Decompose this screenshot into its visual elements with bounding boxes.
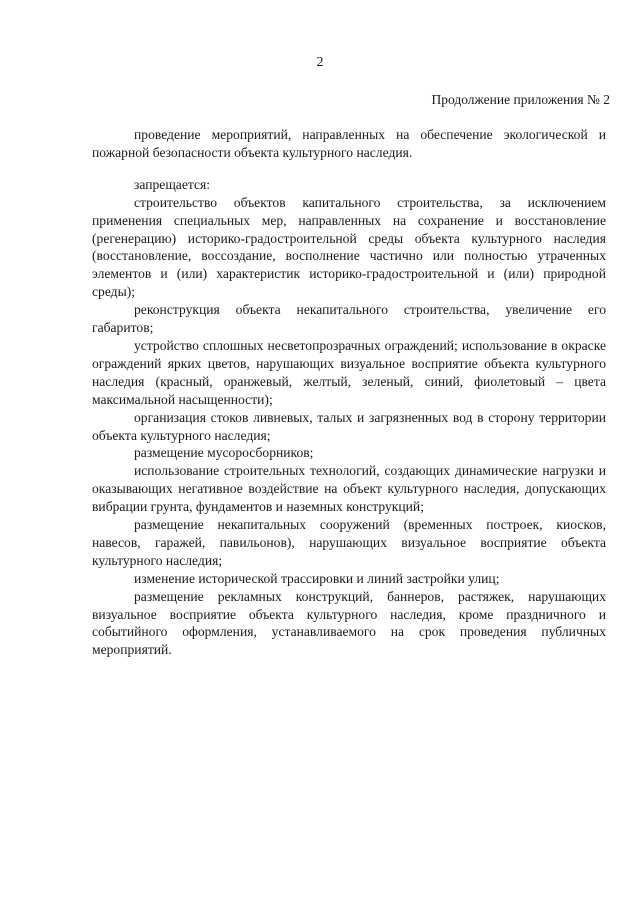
paragraph-environmental-safety: проведение мероприятий, направленных на обеспечение экологической и пожарной безопасности объекта культурного наследия. — [92, 127, 606, 160]
document-body — [92, 126, 606, 659]
paragraph-temporary-structures: размещение некапитальных сооружений (временных построек, киосков, навесов, гаражей, павильонов), нарушающих визуальное восприятие объекта культурного наследия; — [92, 517, 606, 568]
paragraph-street-lines: изменение исторической трассировки и линий застройки улиц; — [134, 570, 500, 586]
paragraph-prohibited-heading: запрещается: — [134, 176, 211, 192]
paragraph-drainage: организация стоков ливневых, талых и загрязненных вод в сторону территории объекта культурного наследия; — [92, 409, 606, 443]
paragraph-reconstruction: реконструкция объекта некапитального строительства, увеличение его габаритов; — [92, 302, 606, 336]
paragraph-advertising: размещение рекламных конструкций, баннеров, растяжек, нарушающих визуальное восприятие объекта культурного наследия, кроме праздничного и событийного оформления, устанавливаемого на срок проведения публичных мероприятий. — [92, 588, 606, 658]
paragraph-garbage-bins: размещение мусоросборников; — [134, 445, 314, 461]
paragraph-construction-technologies: использование строительных технологий, создающих динамические нагрузки и оказывающих негативное воздействие на объект культурного наследия, допускающих вибрации грунта, фундаментов и наземных конструкций; — [92, 463, 606, 515]
appendix-continuation-note: Продолжение приложения № 2 — [431, 92, 610, 107]
paragraph-capital-construction: строительство объектов капитального строительства, за исключением применения специальных мер, направленных на сохранение и восстановление (регенерацию) историко-градостроительной среды объекта культурного наследия (восстановление, воссоздание, восполнение частично или полностью утраченных элементов и (или) характеристик историко-градостроительной и (или) природной среды); — [92, 194, 606, 300]
paragraph-fences: устройство сплошных несветопрозрачных ограждений; использование в окраске ограждений ярких цветов, нарушающих визуальное восприятие объекта культурного наследия (красный, оранжевый, желтый, зеленый, синий, фиолетовый – цвета максимальной насыщенности); — [92, 337, 606, 407]
page-number: 2 — [316, 55, 324, 70]
